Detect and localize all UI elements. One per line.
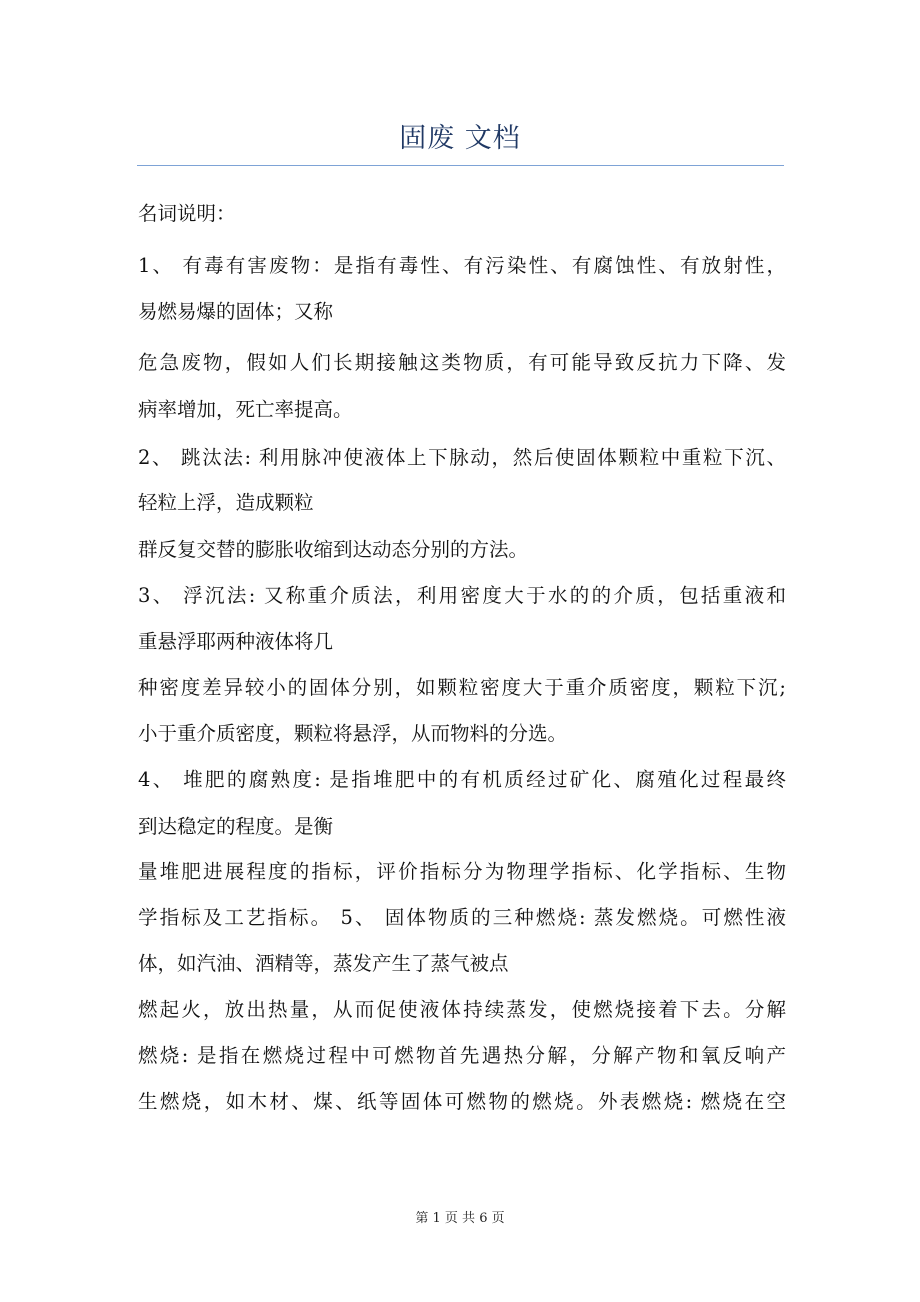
text-line: 1、 有毒有害废物：是指有毒性、有污染性、有腐蚀性、有放射性， (138, 254, 786, 277)
text-line: 4、 堆肥的腐熟度: 是指堆肥中的有机质经过矿化、腐殖化过程最终 (138, 768, 786, 791)
text-line: 小于重介质密度，颗粒将悬浮，从而物料的分选。 (138, 722, 568, 745)
text-line: 群反复交替的膨胀收缩到达动态分别的方法。 (138, 538, 529, 561)
text-line: 燃起火，放出热量，从而促使液体持续蒸发，使燃烧接着下去。分解 (138, 998, 786, 1021)
text-line: 名词说明： (138, 202, 236, 225)
text-line: 生燃烧，如木材、煤、纸等固体可燃物的燃烧。外表燃烧: 燃烧在空 (138, 1090, 786, 1113)
text-line: 2、 跳汰法: 利用脉冲使液体上下脉动，然后使固体颗粒中重粒下沉、 (138, 446, 786, 469)
text-line: 燃烧: 是指在燃烧过程中可燃物首先遇热分解，分解产物和氧反响产 (138, 1044, 786, 1067)
text-line: 3、 浮沉法: 又称重介质法，利用密度大于水的的介质，包括重液和 (138, 584, 786, 607)
text-line: 轻粒上浮，造成颗粒 (138, 491, 314, 514)
text-line: 病率增加，死亡率提高。 (138, 398, 353, 421)
text-line: 种密度差异较小的固体分别，如颗粒密度大于重介质密度，颗粒下沉; (138, 676, 786, 699)
text-line: 量堆肥进展程度的指标，评价指标分为物理学指标、化学指标、生物 (138, 860, 786, 883)
text-line: 危急废物，假如人们长期接触这类物质，有可能导致反抗力下降、发 (138, 351, 786, 374)
text-line: 体，如汽油、酒精等，蒸发产生了蒸气被点 (138, 952, 509, 975)
text-line: 重悬浮耶两种液体将几 (138, 630, 334, 653)
page-number-footer: 第 1 页 共 6 页 (415, 1211, 505, 1226)
document-title: 固废 文档 (399, 123, 521, 154)
text-line: 学指标及工艺指标。 5、 固体物质的三种燃烧: 蒸发燃烧。可燃性液 (138, 906, 786, 929)
title-divider (137, 165, 784, 166)
text-line: 易燃易爆的固体；又称 (138, 300, 334, 323)
text-line: 到达稳定的程度。是衡 (138, 815, 334, 838)
